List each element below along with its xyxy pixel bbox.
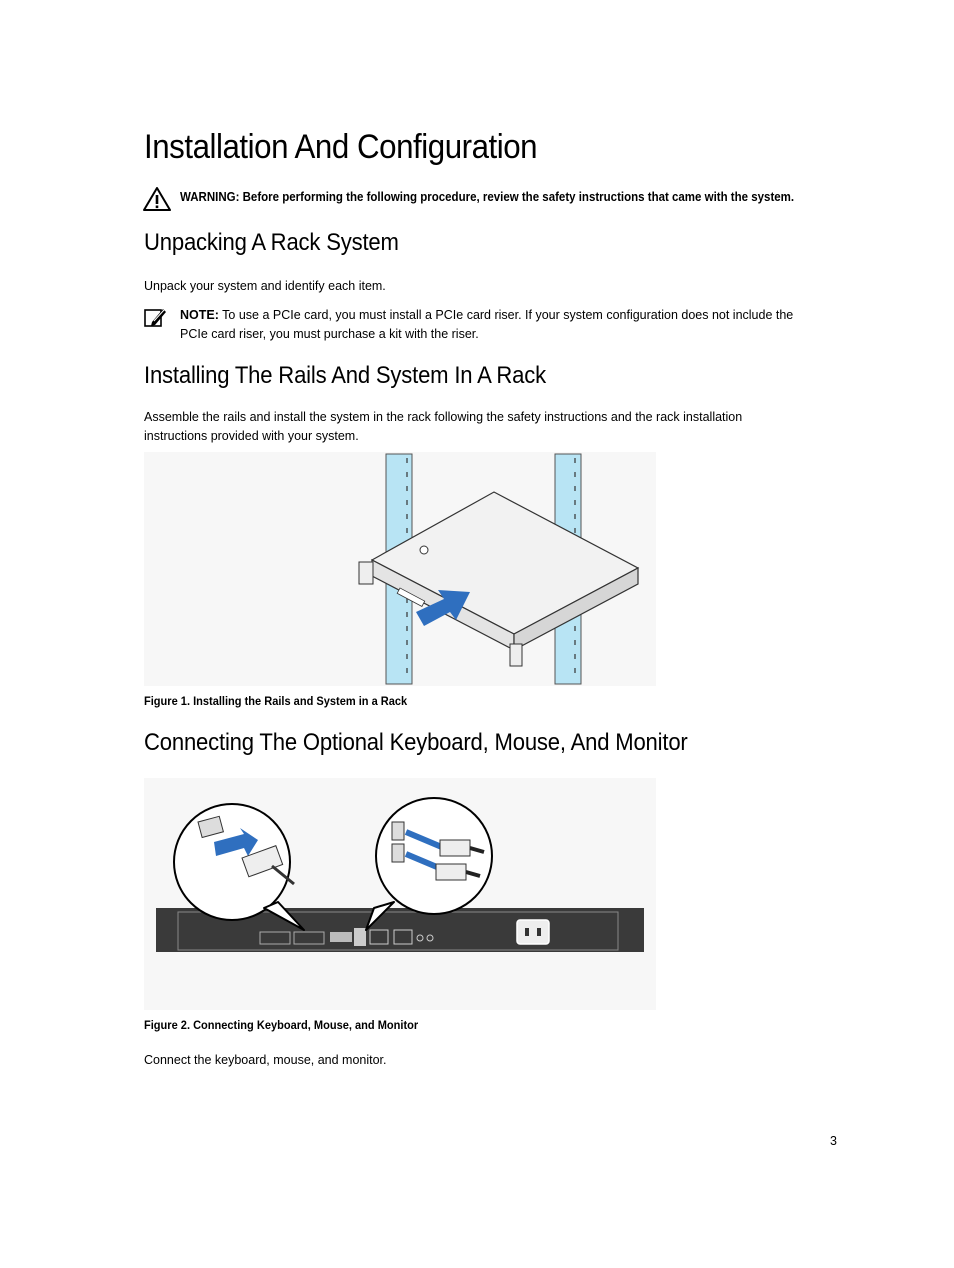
figure-2-caption: Figure 2. Connecting Keyboard, Mouse, and Monitor	[144, 1018, 419, 1032]
unpacking-body: Unpack your system and identify each item.	[144, 279, 386, 293]
rails-body-line-1: Assemble the rails and install the system in the rack following the safety instructions and the rack installation	[144, 410, 743, 424]
warning-triangle-icon	[143, 186, 171, 212]
pencil-note-icon	[144, 307, 168, 329]
keyboard-body: Connect the keyboard, mouse, and monitor.	[144, 1053, 387, 1067]
warning-callout	[180, 188, 794, 207]
section-heading-rails: Installing The Rails And System In A Rack	[144, 362, 546, 389]
note-callout	[180, 306, 830, 344]
section-heading-unpacking: Unpacking A Rack System	[144, 229, 399, 256]
rails-body-line-2: instructions provided with your system.	[144, 429, 359, 443]
warning-text: Before performing the following procedure, review the safety instructions that came with the system.	[242, 190, 795, 204]
figure-1-rack-illustration	[144, 452, 656, 686]
page-title: Installation And Configuration	[144, 128, 538, 166]
warning-label: WARNING:	[180, 190, 240, 204]
note-line-1: To use a PCIe card, you must install a PCIe card riser. If your system configuration does not include the	[222, 308, 794, 322]
figure-1-caption: Figure 1. Installing the Rails and System in a Rack	[144, 694, 408, 708]
figure-2-connector-illustration	[144, 778, 656, 1010]
rails-body	[144, 408, 824, 446]
note-line-2: PCIe card riser, you must purchase a kit with the riser.	[180, 327, 479, 341]
note-label: NOTE:	[180, 308, 219, 322]
section-heading-keyboard: Connecting The Optional Keyboard, Mouse, And Monitor	[144, 729, 688, 756]
page-number: 3	[830, 1134, 837, 1148]
